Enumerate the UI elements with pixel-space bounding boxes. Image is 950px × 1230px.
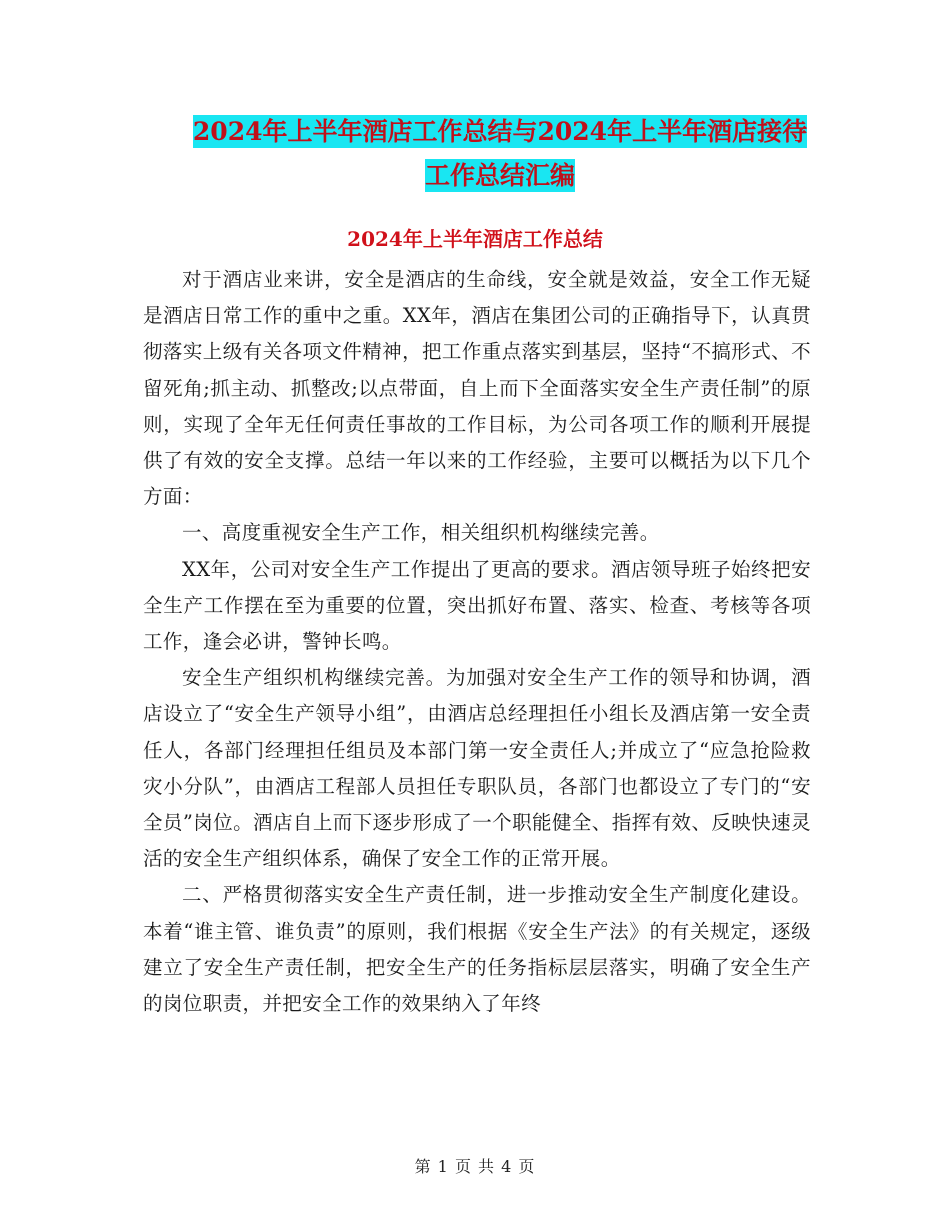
paragraph: 二、严格贯彻落实安全生产责任制，进一步推动安全生产制度化建设。 本着“谁主管、谁负责”的原则，我们根据《安全生产法》的有关规定，逐级建立了安全生产责任制，把安全生产的任务指标层层落实，明确了安全生产的岗位职责，并把安全工作的效果纳入了年终 xyxy=(143,883,811,1016)
page-footer: 第 1 页 共 4 页 xyxy=(414,1157,536,1176)
paragraph: 对于酒店业来讲，安全是酒店的生命线，安全就是效益，安全工作无疑是酒店日常工作的重中之重。XX年，酒店在集团公司的正确指导下，认真贯彻落实上级有关各项文件精神，把工作重点落实到基层，坚持“不搞形式、不留死角;抓主动、抓整改;以点带面，自上而下全面落实安全生产责任制”的原则，实现了全年无任何责任事故的工作目标，为公司各项工作的顺利开展提供了有效的安全支撑。总结一年以来的工作经验，主要可以概括为以下几个方面： xyxy=(143,268,811,509)
section-title: 2024年上半年酒店工作总结 xyxy=(347,227,603,251)
title-line-2: 工作总结汇编 xyxy=(424,161,575,190)
paragraph: 一、高度重视安全生产工作，相关组织机构继续完善。 xyxy=(182,521,660,545)
document-body xyxy=(143,262,811,1022)
document-title xyxy=(140,110,860,198)
paragraph: XX年，公司对安全生产工作提出了更高的要求。酒店领导班子始终把安全生产工作摆在至为重要的位置，突出抓好布置、落实、检查、考核等各项工作，逢会必讲，警钟长鸣。 xyxy=(143,557,811,654)
title-line-1: 2024年上半年酒店工作总结与2024年上半年酒店接待 xyxy=(192,117,808,146)
paragraph: 安全生产组织机构继续完善。为加强对安全生产工作的领导和协调，酒店设立了“安全生产领导小组”，由酒店总经理担任小组长及酒店第一安全责任人，各部门经理担任组员及本部门第一安全责任人;并成立了“应急抢险救灾小分队”，由酒店工程部人员担任专职队员，各部门也都设立了专门的“安全员”岗位。酒店自上而下逐步形成了一个职能健全、指挥有效、反映快速灵活的安全生产组织体系，确保了安全工作的正常开展。 xyxy=(143,666,811,871)
